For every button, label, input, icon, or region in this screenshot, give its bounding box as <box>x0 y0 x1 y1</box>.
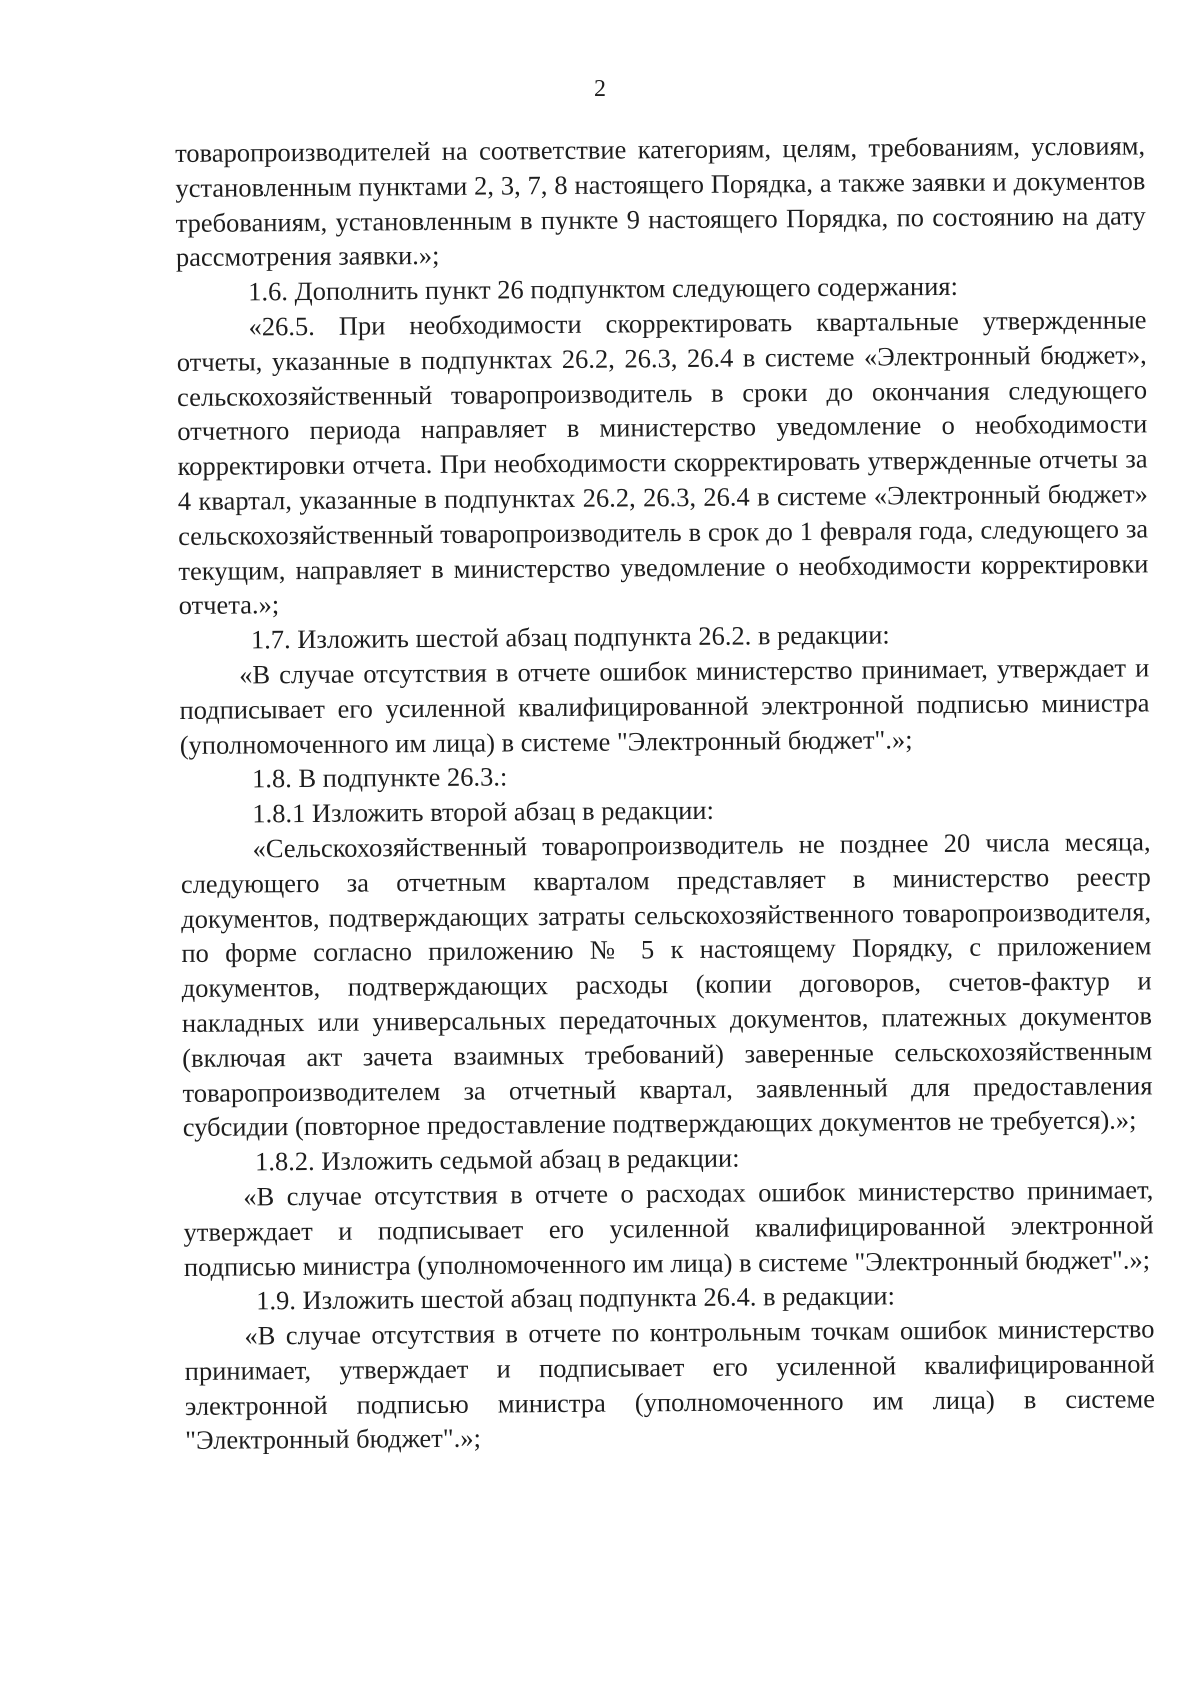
paragraph-1-8: 1.8. В подпункте 26.3.: <box>251 761 508 794</box>
paragraph-continuation: товаропроизводителей на соответствие категориям, целям, требованиям, условиям, установленным пунктами 2, 3, 7, 8 настоящего Порядка, а также заявки и документов требованиям, установленным в пункте 9 настоящего Порядка, по состоянию на дату рассмотрения заявки.»; <box>175 130 1146 273</box>
paragraph-1-8-1: 1.8.1 Изложить второй абзац в редакции: <box>252 794 715 829</box>
page-number: 2 <box>594 76 606 102</box>
paragraph-1-8-2: 1.8.2. Изложить седьмой абзац в редакции: <box>254 1142 740 1177</box>
paragraph-1-7: 1.7. Изложить шестой абзац подпункта 26.2. в редакции: <box>250 619 890 655</box>
paragraph-1-6: 1.6. Дополнить пункт 26 подпунктом следующего содержания: <box>248 271 959 307</box>
paragraph-1-8-1-quote: «Сельскохозяйственный товаропроизводитель не позднее 20 числа месяца, следующего за отчетным кварталом представляет в министерство реестр документов, подтверждающих затраты сельскохозяйственного товаропроизводителя, по форме согласно приложению № 5 к настоящему Порядку, с приложением документов, подтверждающих расходы (копии договоров, счетов-фактур и накладных или универсальных передаточных документов, платежных документов (включая акт зачета взаимных требований) заверенные сельскохозяйственным товаропроизводителем за отчетный квартал, заявленный для предоставления субсидии (повторное предоставление подтверждающих документов не требуется).»; <box>180 826 1153 1143</box>
paragraph-1-7-quote: «В случае отсутствия в отчете ошибок министерство принимает, утверждает и подписывает его усиленной квалифицированной электронной подписью министра (уполномоченного им лица) в системе "Электронный бюджет".»; <box>179 652 1150 760</box>
paragraph-1-9: 1.9. Изложить шестой абзац подпункта 26.4. в редакции: <box>256 1280 896 1316</box>
paragraph-26-5-quote: «26.5. При необходимости скорректировать квартальные утвержденные отчеты, указанные в подпунктах 26.2, 26.3, 26.4 в системе «Электронный бюджет», сельскохозяйственный товаропроизводитель в сроки до окончания следующего отчетного периода направляет в министерство уведомление о необходимости корректировки отчета. При необходимости скорректировать утвержденные отчеты за 4 квартал, указанные в подпунктах 26.2, 26.3, 26.4 в системе «Электронный бюджет» сельскохозяйственный товаропроизводитель в срок до 1 февраля года, следующего за текущим, направляет в министерство уведомление о необходимости корректировки отчета.»; <box>176 304 1149 621</box>
paragraph-1-8-2-quote: «В случае отсутствия в отчете о расходах ошибок министерство принимает, утверждает и подписывает его усиленной квалифицированной электронной подписью министра (уполномоченного им лица) в системе "Электронный бюджет".»; <box>183 1174 1154 1282</box>
paragraph-1-9-quote: «В случае отсутствия в отчете по контрольным точкам ошибок министерство принимает, утверждает и подписывает его усиленной квалифицированной электронной подписью министра (уполномоченного им лица) в системе "Электронный бюджет".»; <box>184 1313 1156 1456</box>
document-body <box>175 128 1155 1458</box>
